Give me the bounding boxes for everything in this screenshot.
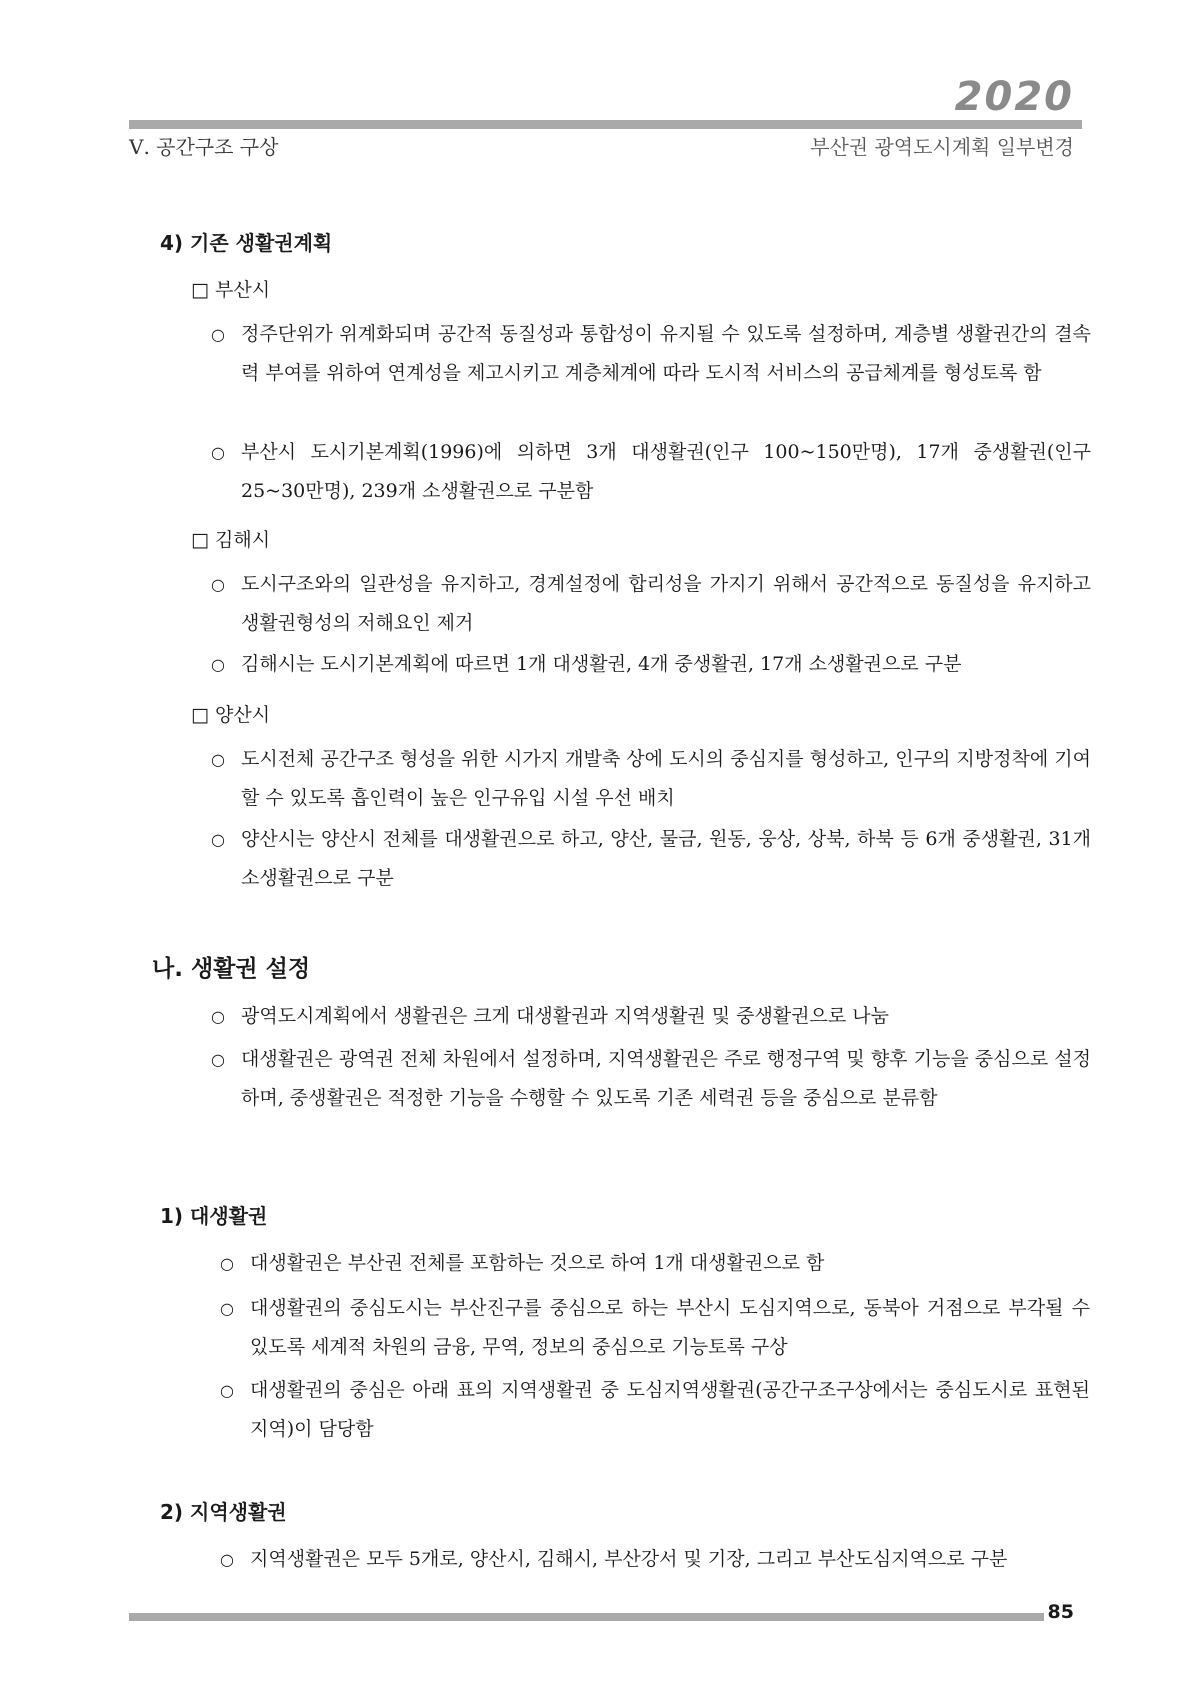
bullet-text: 지역생활권은 모두 5개로, 양산시, 김해시, 부산강서 및 기장, 그리고 부산도심지역으로 구분	[250, 1548, 1008, 1570]
section-na-heading: 나. 생활권 설정	[152, 956, 311, 982]
page-number: 85	[1047, 1601, 1074, 1623]
header-year: 2020	[954, 74, 1074, 120]
bullet-text: 광역도시계획에서 생활권은 크게 대생활권과 지역생활권 및 중생활권으로 나눔	[241, 1005, 889, 1027]
bullet-icon: ○	[211, 1007, 225, 1026]
bullet-text: 정주단위가 위계화되며 공간적 동질성과 통합성이 유지될 수 있도록 설정하며, 계층별 생활권간의 결속력 부여를 위하여 연계성을 제고시키고 계층체계에 따라 도시적 서비스의 공급체계를 형성토록 함	[241, 323, 1091, 384]
bullet-icon: ○	[220, 1254, 234, 1273]
list-item	[211, 315, 1091, 393]
list-item	[220, 1289, 1090, 1367]
bullet-icon: ○	[220, 1299, 234, 1318]
bullet-text: 양산시는 양산시 전체를 대생활권으로 하고, 양산, 물금, 원동, 웅상, 상북, 하북 등 6개 중생활권, 31개 소생활권으로 구분	[241, 828, 1091, 889]
bullet-icon: ○	[220, 1381, 234, 1400]
list-item	[211, 740, 1091, 818]
section-4-heading: 4) 기존 생활권계획	[160, 231, 333, 255]
bullet-text: 도시전체 공간구조 형성을 위한 시가지 개발축 상에 도시의 중심지를 형성하고, 인구의 지방정착에 기여할 수 있도록 흡인력이 높은 인구유입 시설 우선 배치	[241, 748, 1091, 809]
yangsan-label: □ 양산시	[191, 704, 271, 726]
bullet-icon: ○	[211, 575, 225, 594]
list-item	[211, 433, 1091, 511]
bullet-text: 부산시 도시기본계획(1996)에 의하면 3개 대생활권(인구 100~150만명), 17개 중생활권(인구 25~30만명), 239개 소생활권으로 구분함	[241, 441, 1091, 502]
section-2-heading: 2) 지역생활권	[160, 1500, 287, 1524]
list-item	[220, 1540, 1090, 1579]
list-item	[211, 997, 1091, 1036]
bullet-icon: ○	[211, 655, 225, 674]
chapter-title: Ⅴ. 공간구조 구상	[129, 135, 279, 159]
bullet-text: 대생활권은 부산권 전체를 포함하는 것으로 하여 1개 대생활권으로 함	[250, 1252, 825, 1274]
gimhae-label: □ 김해시	[191, 529, 271, 551]
section-1-heading: 1) 대생활권	[160, 1204, 268, 1228]
bullet-text: 대생활권의 중심은 아래 표의 지역생활권 중 도심지역생활권(공간구조구상에서는 중심도시로 표현된 지역)이 담당함	[250, 1379, 1090, 1440]
bullet-text: 대생활권의 중심도시는 부산진구를 중심으로 하는 부산시 도심지역으로, 동북아 거점으로 부각될 수 있도록 세계적 차원의 금융, 무역, 정보의 중심으로 기능토록 구상	[250, 1297, 1090, 1358]
bullet-icon: ○	[211, 1050, 225, 1069]
bullet-icon: ○	[220, 1550, 234, 1569]
list-item	[220, 1371, 1090, 1449]
list-item	[211, 1040, 1091, 1118]
bullet-icon: ○	[211, 830, 225, 849]
list-item	[211, 565, 1091, 643]
bullet-text: 대생활권은 광역권 전체 차원에서 설정하며, 지역생활권은 주로 행정구역 및 향후 기능을 중심으로 설정하며, 중생활권은 적정한 기능을 수행할 수 있도록 기존 세력권 등을 중심으로 분류함	[241, 1048, 1091, 1109]
bullet-icon: ○	[211, 443, 225, 462]
list-item	[220, 1244, 1090, 1283]
bullet-text: 김해시는 도시기본계획에 따르면 1개 대생활권, 4개 중생활권, 17개 소생활권으로 구분	[241, 653, 962, 675]
list-item	[211, 645, 1091, 684]
document-title: 부산권 광역도시계획 일부변경	[810, 135, 1074, 159]
busan-label: □ 부산시	[191, 279, 271, 301]
footer-rule	[129, 1613, 1044, 1621]
bullet-text: 도시구조와의 일관성을 유지하고, 경계설정에 합리성을 가지기 위해서 공간적으로 동질성을 유지하고 생활권형성의 저해요인 제거	[241, 573, 1092, 634]
header-rule	[129, 120, 1082, 129]
list-item	[211, 820, 1091, 898]
bullet-icon: ○	[211, 325, 225, 344]
bullet-icon: ○	[211, 750, 225, 769]
